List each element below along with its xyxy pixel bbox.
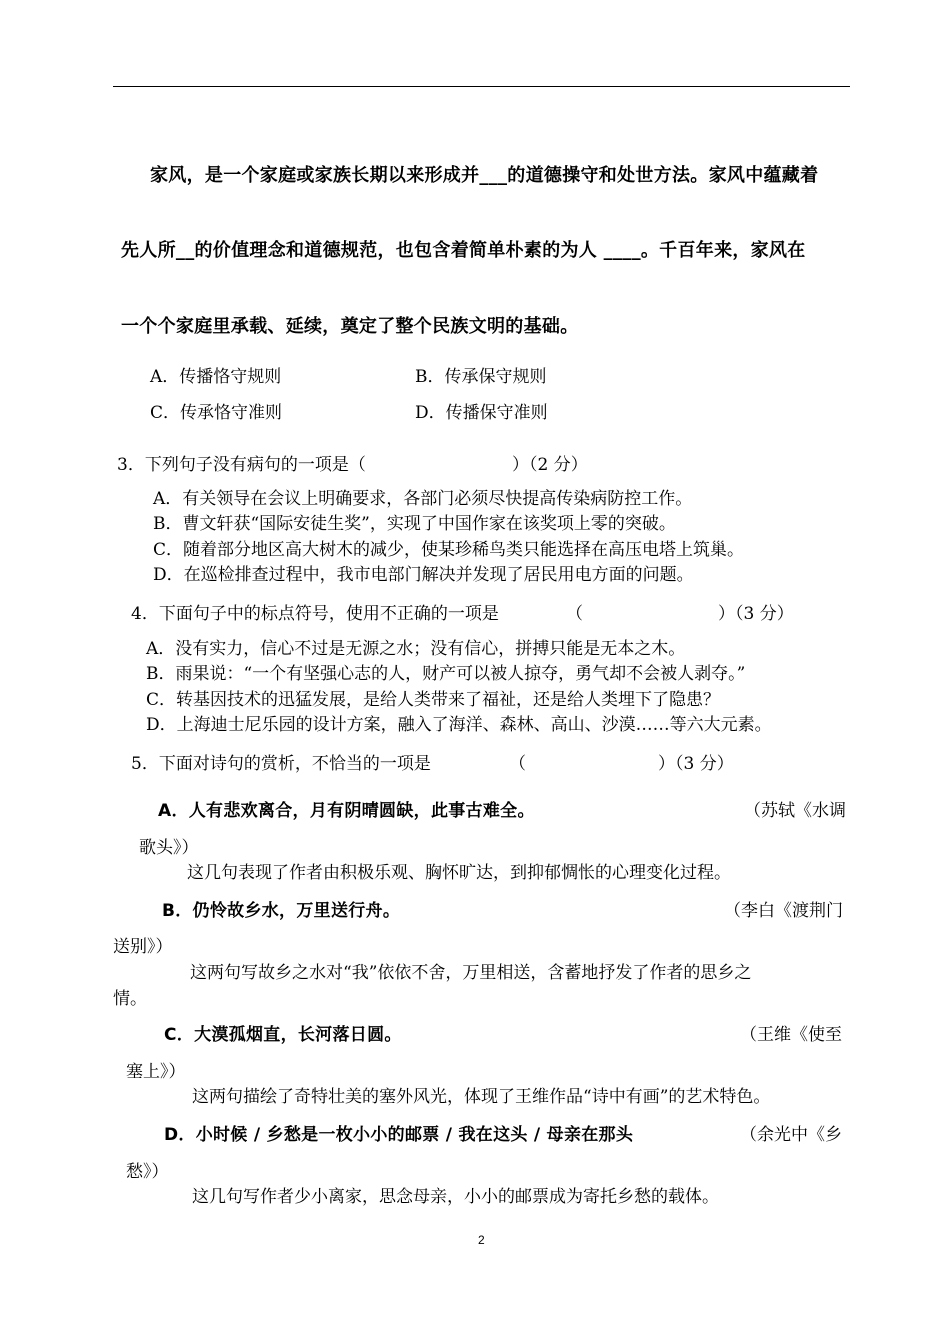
q2-option-d: D．传播保守准则 <box>415 403 548 423</box>
q5-option-a-poem: A．人有悲欢离合，月有阴晴圆缺，此事古难全。 <box>158 801 535 821</box>
q3-stem: 3．下列句子没有病句的一项是（ <box>117 455 366 475</box>
q4-option-d: D．上海迪士尼乐园的设计方案，融入了海洋、森林、高山、沙漠……等六大元素。 <box>146 715 772 735</box>
q5-option-a-source-cont: 歌头》） <box>139 838 199 858</box>
q4-stem: 4．下面句子中的标点符号，使用不正确的一项是 <box>131 604 499 624</box>
passage-line-1: 家风，是一个家庭或家族长期以来形成并___的道德操守和处世方法。家风中蕴藏着 <box>150 165 819 186</box>
q5-open-paren: （ <box>509 754 526 774</box>
q3-score: ）（2 分） <box>512 455 588 475</box>
q3-option-a: A．有关领导在会议上明确要求，各部门必须尽快提高传染病防控工作。 <box>153 489 693 509</box>
q5-option-c-note: 这两句描绘了奇特壮美的塞外风光，体现了王维作品“诗中有画”的艺术特色。 <box>192 1087 771 1107</box>
q5-option-b-note-cont: 情。 <box>113 989 147 1009</box>
q2-option-b: B．传承保守规则 <box>415 367 547 387</box>
q5-option-d-note: 这几句写作者少小离家，思念母亲，小小的邮票成为寄托乡愁的载体。 <box>192 1187 719 1207</box>
page-number: 2 <box>478 1233 485 1247</box>
q5-option-d-source: （余光中《乡 <box>740 1125 842 1145</box>
q5-option-a-source: （苏轼《水调 <box>744 801 846 821</box>
q5-option-d-poem: D．小时候 / 乡愁是一枚小小的邮票 / 我在这头 / 母亲在那头 <box>164 1125 634 1145</box>
q4-score: ）（3 分） <box>718 604 794 624</box>
q5-option-c-poem: C．大漠孤烟直，长河落日圆。 <box>164 1025 402 1045</box>
q4-option-b: B．雨果说：“一个有坚强心志的人，财产可以被人掠夺，勇气却不会被人剥夺。” <box>146 664 746 684</box>
q5-option-b-source-cont: 送别》） <box>113 937 173 957</box>
header-rule <box>113 86 850 87</box>
q5-score: ）（3 分） <box>658 754 734 774</box>
q2-option-a: A．传播恪守规则 <box>150 367 282 387</box>
q5-option-b-source: （李白《渡荆门 <box>724 901 843 921</box>
passage-line-3: 一个个家庭里承载、延续，奠定了整个民族文明的基础。 <box>121 316 579 337</box>
q5-option-a-note: 这几句表现了作者由积极乐观、胸怀旷达，到抑郁惆怅的心理变化过程。 <box>187 863 731 883</box>
q3-option-c: C．随着部分地区高大树木的减少，使某珍稀鸟类只能选择在高压电塔上筑巢。 <box>153 540 745 560</box>
q5-option-c-source-cont: 塞上》） <box>126 1062 186 1082</box>
q5-option-b-note: 这两句写故乡之水对“我”依依不舍，万里相送，含蓄地抒发了作者的思乡之 <box>190 963 752 983</box>
q4-open-paren: （ <box>566 604 583 624</box>
q5-stem: 5．下面对诗句的赏析，不恰当的一项是 <box>131 754 431 774</box>
q5-option-b-poem: B．仍怜故乡水，万里送行舟。 <box>162 901 401 921</box>
q5-option-c-source: （王维《使至 <box>740 1025 842 1045</box>
q3-option-b: B．曹文轩获“国际安徒生奖”，实现了中国作家在该奖项上零的突破。 <box>153 514 676 534</box>
q3-option-d: D．在巡检排查过程中，我市电部门解决并发现了居民用电方面的问题。 <box>153 565 694 585</box>
q2-option-c: C．传承恪守准则 <box>150 403 283 423</box>
passage-line-2: 先人所__的价值理念和道德规范，也包含着简单朴素的为人 ____。千百年来，家风在 <box>121 240 806 261</box>
q5-option-d-source-cont: 愁》） <box>126 1162 169 1182</box>
q4-option-a: A．没有实力，信心不过是无源之水；没有信心，拼搏只能是无本之木。 <box>146 639 686 659</box>
q4-option-c: C．转基因技术的迅猛发展，是给人类带来了福祉，还是给人类埋下了隐患？ <box>146 690 721 710</box>
